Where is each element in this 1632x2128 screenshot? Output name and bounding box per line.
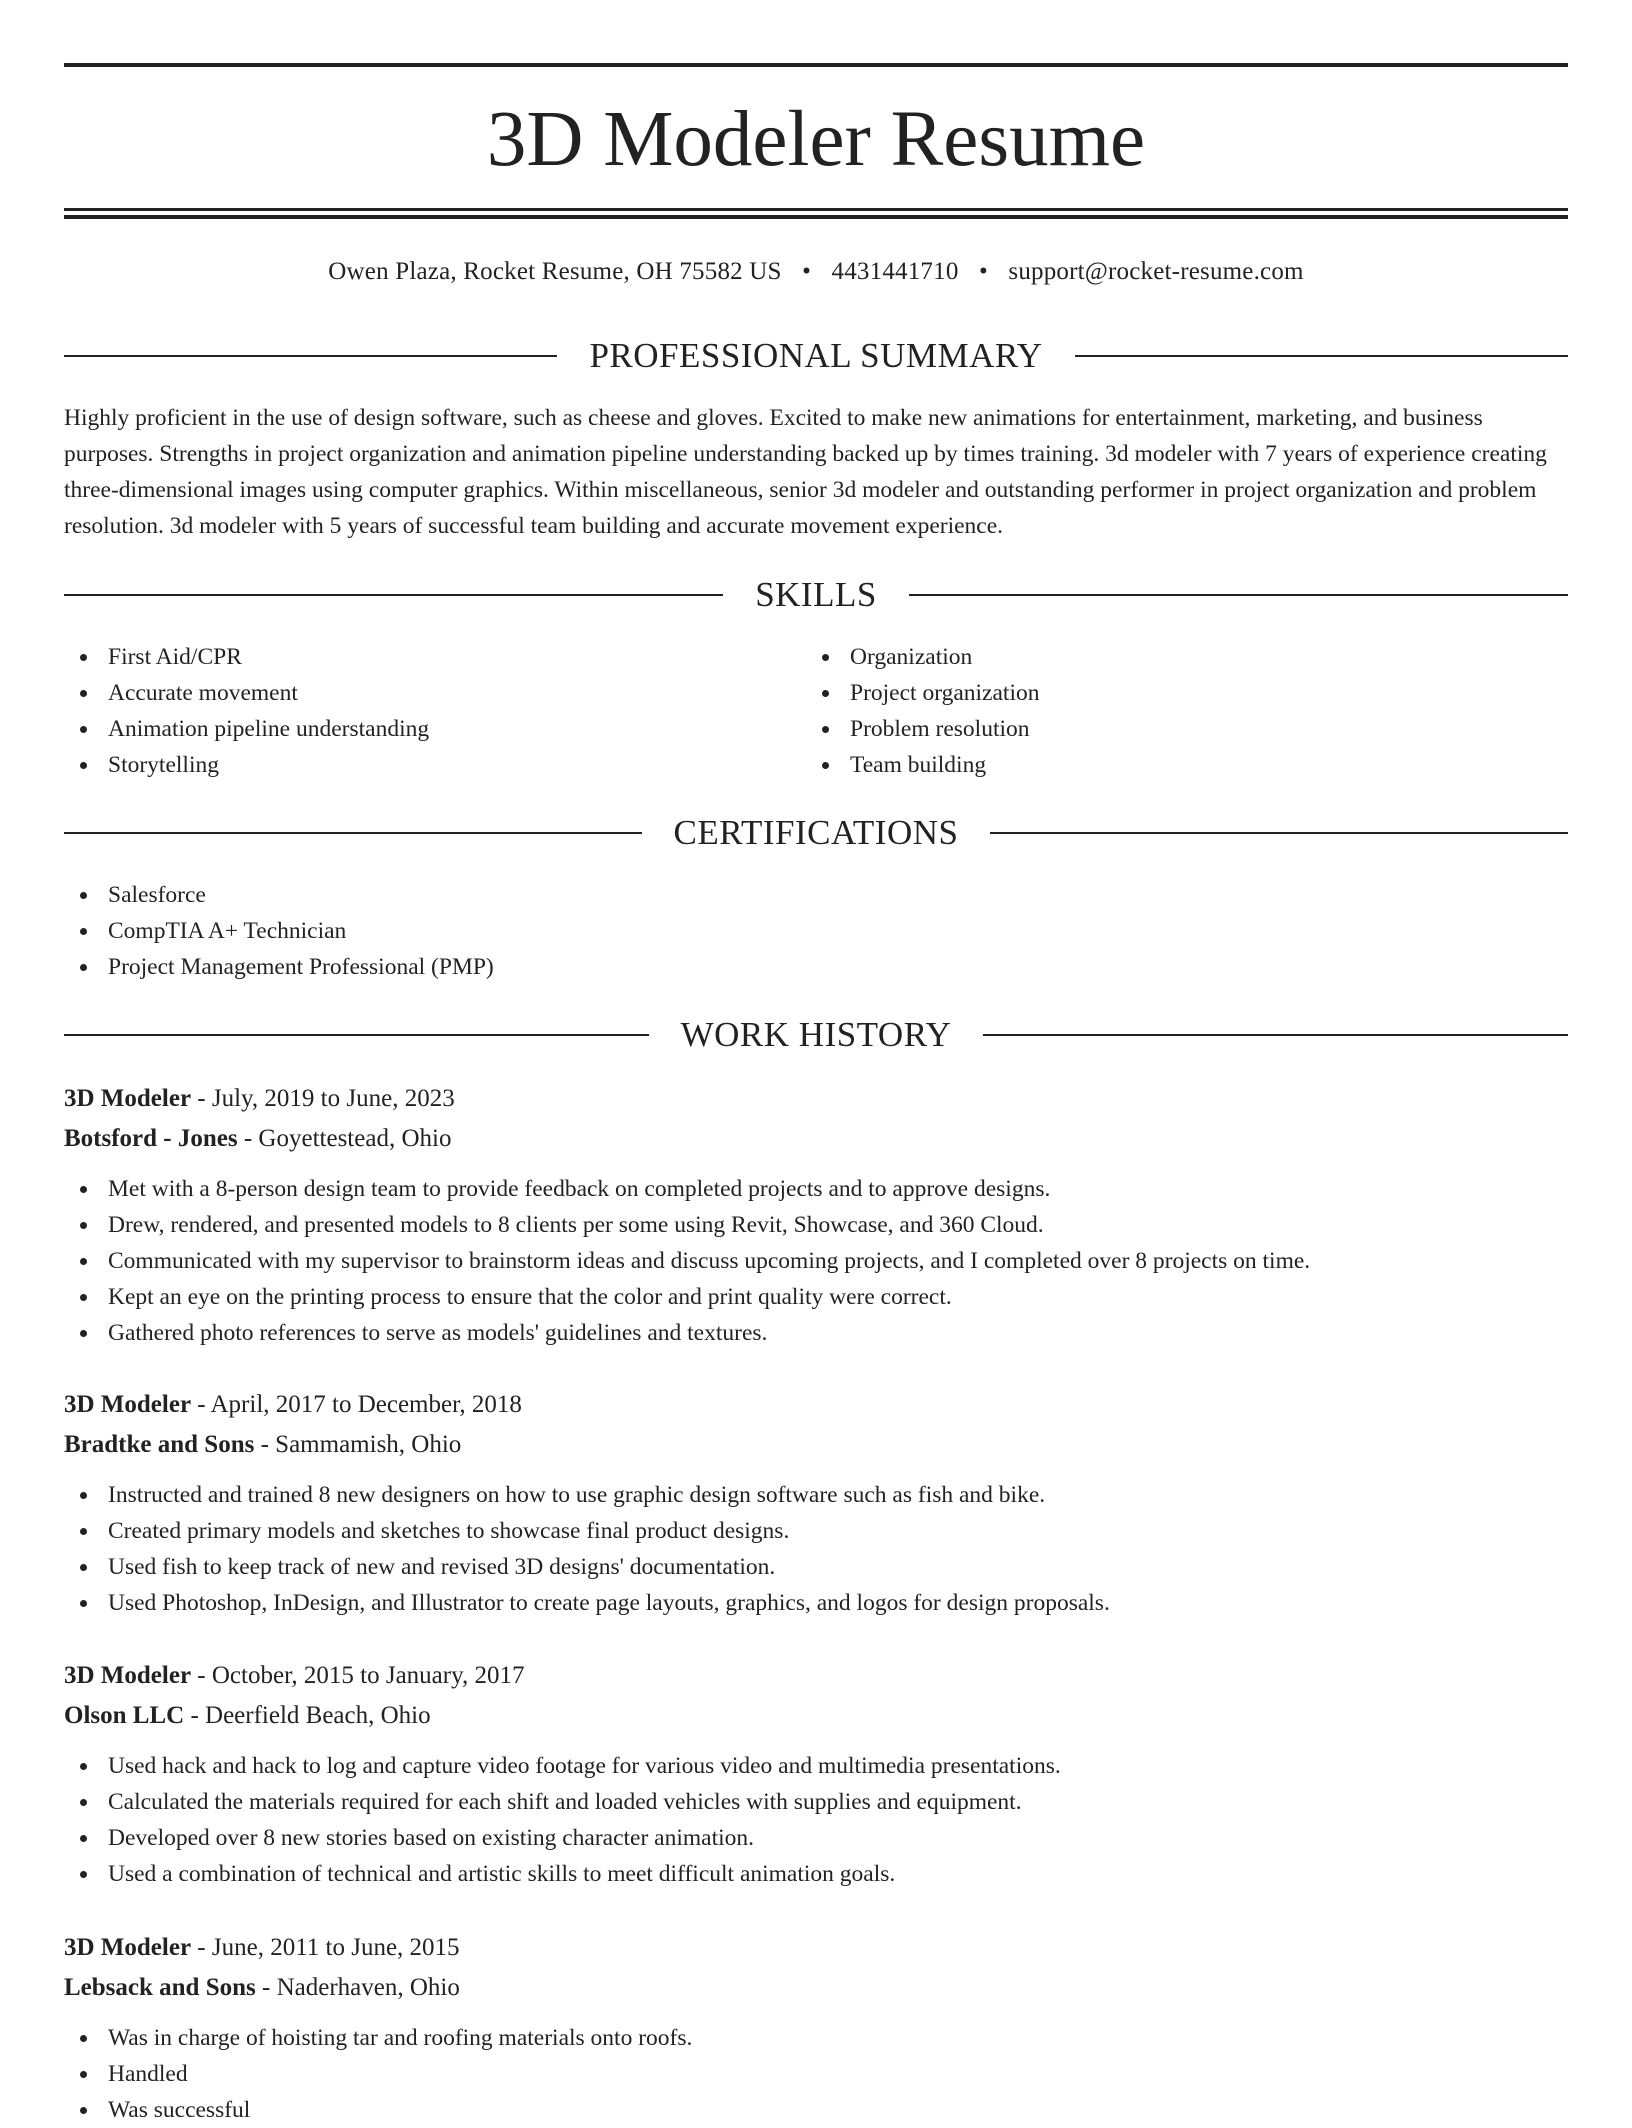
certification-item: CompTIA A+ Technician	[64, 913, 1568, 949]
contact-separator: •	[802, 258, 812, 285]
job-bullet: Kept an eye on the printing process to ensure that the color and print quality were correct.	[64, 1279, 1568, 1315]
job-company: Olson LLC	[64, 1702, 185, 1729]
job-bullet: Used Photoshop, InDesign, and Illustrator to create page layouts, graphics, and logos for design proposals.	[64, 1585, 1568, 1621]
job-bullet: Handled	[64, 2056, 1568, 2092]
certification-item: Salesforce	[64, 877, 1568, 913]
summary-section-header	[64, 334, 1568, 378]
job-dates: - July, 2019 to June, 2023	[191, 1085, 455, 1112]
skill-item: Project organization	[806, 675, 1546, 711]
job-bullet: Used a combination of technical and artistic skills to meet difficult animation goals.	[64, 1856, 1568, 1892]
skill-item: Storytelling	[64, 747, 804, 783]
certifications-heading: CERTIFICATIONS	[673, 813, 959, 852]
job-bullet: Was successful	[64, 2092, 1568, 2128]
skills-heading: SKILLS	[755, 575, 877, 614]
skill-item: Organization	[806, 639, 1546, 675]
section-rule	[64, 355, 557, 357]
contact-separator: •	[978, 258, 988, 285]
summary-heading: PROFESSIONAL SUMMARY	[589, 336, 1043, 375]
job-bullets	[64, 1171, 1568, 1351]
section-rule	[64, 594, 723, 596]
job-company-line	[64, 1968, 1568, 2008]
job-title: 3D Modeler	[64, 1085, 192, 1112]
skill-item: Problem resolution	[806, 711, 1546, 747]
job-title: 3D Modeler	[64, 1391, 192, 1418]
title-double-rule	[64, 208, 1568, 219]
job-title-line	[64, 1079, 1568, 1119]
skill-item: Team building	[806, 747, 1546, 783]
job-company-line	[64, 1119, 1568, 1159]
job-bullet: Used hack and hack to log and capture video footage for various video and multimedia presentations.	[64, 1748, 1568, 1784]
section-rule	[990, 832, 1568, 834]
section-rule	[983, 1034, 1568, 1036]
work-heading: WORK HISTORY	[680, 1015, 952, 1054]
job-title-line	[64, 1385, 1568, 1425]
job-location: - Goyettestead, Ohio	[237, 1125, 452, 1152]
resume-title: 3D Modeler Resume	[486, 96, 1146, 183]
job-company-line	[64, 1425, 1568, 1465]
job-location: - Naderhaven, Ohio	[255, 1974, 460, 2001]
summary-text: Highly proficient in the use of design software, such as cheese and gloves. Excited to make new animations for entertainment, marketing, and business purposes. Strengths in project organization and animation pipeline understanding backed up by times training. 3d modeler with 7 years of experience creating three-dimensional images using computer graphics. Within miscellaneous, senior 3d modeler and outstanding performer in project organization and problem resolution. 3d modeler with 5 years of successful team building and accurate movement experience.	[64, 405, 1547, 539]
contact-address: Owen Plaza, Rocket Resume, OH 75582 US	[328, 258, 782, 285]
top-rule	[64, 63, 1568, 67]
job-location: - Deerfield Beach, Ohio	[184, 1702, 431, 1729]
contact-email[interactable]: support@rocket-resume.com	[1008, 258, 1304, 285]
job-bullets	[64, 1477, 1568, 1621]
job-bullet: Used fish to keep track of new and revised 3D designs' documentation.	[64, 1549, 1568, 1585]
skill-item: Accurate movement	[64, 675, 804, 711]
skill-item: Animation pipeline understanding	[64, 711, 804, 747]
section-rule	[64, 832, 642, 834]
job-company: Lebsack and Sons	[64, 1974, 256, 2001]
job-dates: - April, 2017 to December, 2018	[191, 1391, 522, 1418]
job-bullets	[64, 1748, 1568, 1892]
job-bullet: Was in charge of hoisting tar and roofing materials onto roofs.	[64, 2020, 1568, 2056]
section-rule	[64, 1034, 649, 1036]
job-entry	[64, 1928, 1568, 2128]
skills-list-right	[806, 639, 1546, 783]
job-bullet: Developed over 8 new stories based on existing character animation.	[64, 1820, 1568, 1856]
section-rule	[1075, 355, 1568, 357]
skill-item: First Aid/CPR	[64, 639, 804, 675]
section-rule	[909, 594, 1568, 596]
work-section-header	[64, 1013, 1568, 1057]
certification-item: Project Management Professional (PMP)	[64, 949, 1568, 985]
job-dates: - June, 2011 to June, 2015	[191, 1934, 460, 1961]
certifications-section-header	[64, 811, 1568, 855]
job-bullet: Communicated with my supervisor to brainstorm ideas and discuss upcoming projects, and I completed over 8 projects on time.	[64, 1243, 1568, 1279]
job-entry	[64, 1079, 1568, 1351]
job-bullet: Instructed and trained 8 new designers on how to use graphic design software such as fish and bike.	[64, 1477, 1568, 1513]
certifications-list	[64, 877, 1568, 985]
contact-phone: 4431441710	[831, 258, 959, 285]
job-bullet: Gathered photo references to serve as models' guidelines and textures.	[64, 1315, 1568, 1351]
skills-list-left	[64, 639, 804, 783]
job-title: 3D Modeler	[64, 1934, 192, 1961]
job-company: Bradtke and Sons	[64, 1431, 255, 1458]
job-entry	[64, 1656, 1568, 1892]
job-title-line	[64, 1656, 1568, 1696]
job-dates: - October, 2015 to January, 2017	[191, 1662, 525, 1689]
job-location: - Sammamish, Ohio	[254, 1431, 462, 1458]
job-title-line	[64, 1928, 1568, 1968]
job-company: Botsford - Jones	[64, 1125, 238, 1152]
job-title: 3D Modeler	[64, 1662, 192, 1689]
job-company-line	[64, 1696, 1568, 1736]
skills-section-header	[64, 573, 1568, 617]
job-bullet: Drew, rendered, and presented models to 8 clients per some using Revit, Showcase, and 360 Cloud.	[64, 1207, 1568, 1243]
contact-line	[64, 254, 1568, 290]
job-bullet: Created primary models and sketches to showcase final product designs.	[64, 1513, 1568, 1549]
job-bullet: Met with a 8-person design team to provide feedback on completed projects and to approve designs.	[64, 1171, 1568, 1207]
job-bullet: Calculated the materials required for each shift and loaded vehicles with supplies and equipment.	[64, 1784, 1568, 1820]
job-entry	[64, 1385, 1568, 1621]
